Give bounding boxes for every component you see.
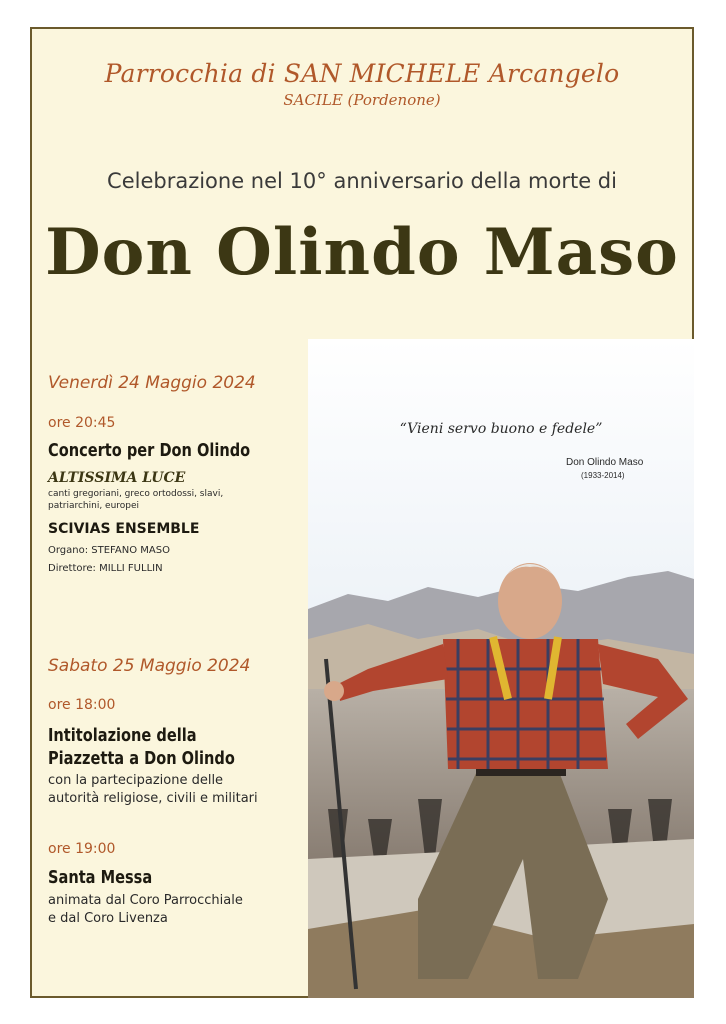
event1-desc-line-1: con la partecipazione delle xyxy=(48,773,224,788)
poster-frame xyxy=(30,27,694,998)
repertoire-line-2: patriarchini, europei xyxy=(48,501,140,511)
event1-title-line-1: Intitolazione della xyxy=(48,725,197,746)
event2-title: Santa Messa xyxy=(48,867,153,888)
event2-desc-line-2: e dal Coro Livenza xyxy=(48,911,168,926)
photo-caption-name: Don Olindo Maso xyxy=(566,457,644,468)
photo-caption-years: (1933-2014) xyxy=(581,471,625,480)
portrait-photo xyxy=(308,339,694,998)
event1-desc-line-2: autorità religiose, civili e militari xyxy=(48,791,258,806)
choir-name: ALTISSIMA LUCE xyxy=(48,470,186,486)
event1-title-line-2: Piazzetta a Don Olindo xyxy=(48,748,235,769)
event2-desc-line-1: animata dal Coro Parrocchiale xyxy=(48,893,243,908)
event1-time: ore 18:00 xyxy=(48,697,116,713)
ensemble-name: SCIVIAS ENSEMBLE xyxy=(48,521,200,537)
quote-text: “Vieni servo buono e fedele” xyxy=(399,421,603,437)
celebration-line: Celebrazione nel 10° anniversario della morte di xyxy=(107,169,617,193)
day1-time: ore 20:45 xyxy=(48,415,116,431)
day1-date: Venerdì 24 Maggio 2024 xyxy=(48,373,256,393)
day2-date: Sabato 25 Maggio 2024 xyxy=(48,656,251,676)
repertoire-line-1: canti gregoriani, greco ortodossi, slavi, xyxy=(48,489,224,499)
main-name-title: Don Olindo Maso xyxy=(45,215,679,290)
event2-time: ore 19:00 xyxy=(48,841,116,857)
parish-title: Parrocchia di SAN MICHELE Arcangelo xyxy=(104,59,620,88)
organ-credit: Organo: STEFANO MASO xyxy=(48,545,170,556)
day1-event-title: Concerto per Don Olindo xyxy=(48,440,251,461)
town-subtitle: SACILE (Pordenone) xyxy=(283,91,441,109)
director-credit: Direttore: MILLI FULLIN xyxy=(48,563,163,574)
mountain-portrait-illustration xyxy=(308,339,694,998)
